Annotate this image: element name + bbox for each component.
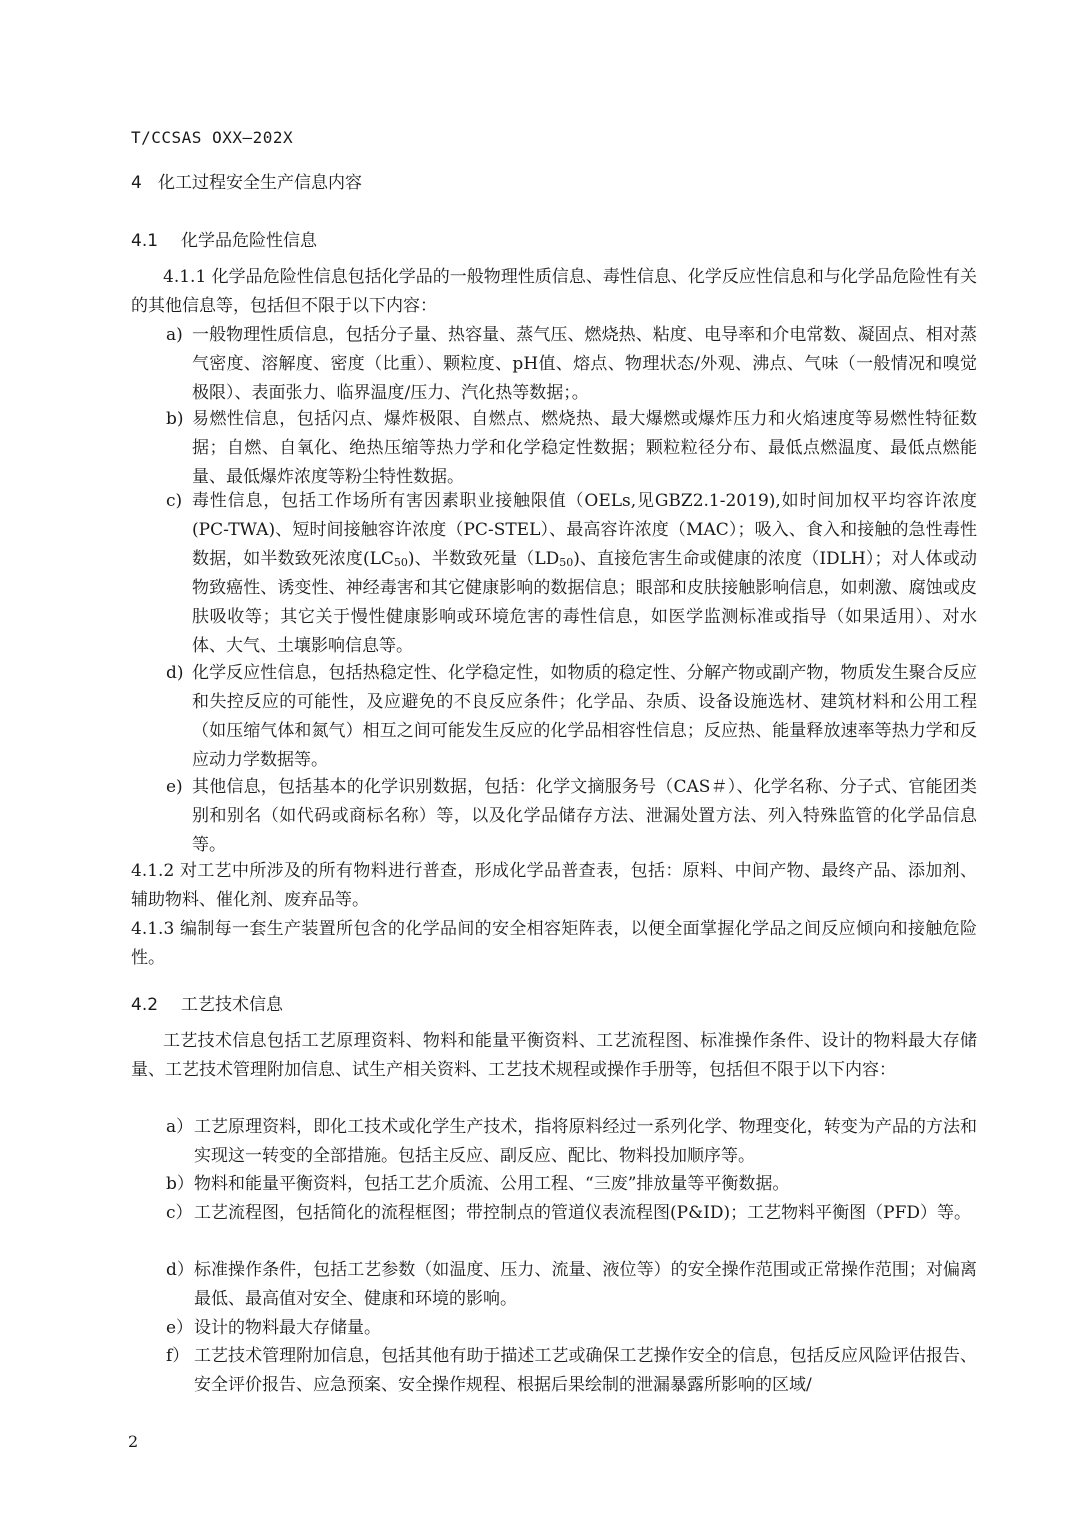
text-segment: 毒性信息，包括工作场所有害因素职业接触限值（OELs,见GBZ2.1-2019),如时间加权平均容许浓度(PC-TWA)、短时间接触容许浓度（PC-STEL）、最高容许浓度（MAC）；吸入、食入和接触的急性毒性数据，如半数致死浓度(LC [192, 491, 977, 569]
list-item-label: c) [166, 491, 183, 511]
list-item-text: 化学反应性信息，包括热稳定性、化学稳定性，如物质的稳定性、分解产物或副产物，物质发生聚合反应和失控反应的可能性，及应避免的不良反应条件；化学品、杂质、设备设施选材、建筑材料和公用工程（如压缩气体和氮气）相互之间可能发生反应的化学品相容性信息；反应热、能量释放速率等热力学和反应动力学数据等。 [192, 663, 977, 770]
list-item-c [166, 487, 977, 661]
list-item-label: b) [166, 409, 184, 429]
list-item-label: e) [166, 777, 183, 797]
list-item-label: e） [166, 1318, 194, 1338]
page-number: 2 [128, 1432, 139, 1451]
list-item-label: f） [166, 1346, 190, 1366]
paragraph-4-2: 工艺技术信息包括工艺原理资料、物料和能量平衡资料、工艺流程图、标准操作条件、设计的物料最大存储量、工艺技术管理附加信息、试生产相关资料、工艺技术规程或操作手册等，包括但不限于以下内容： [131, 1031, 977, 1080]
list-item-a [166, 1113, 977, 1171]
list-item-e [166, 773, 977, 860]
text-segment: )、直接危害生命或健康的浓度（IDLH）；对人体或动物致癌性、诱变性、神经毒害和其它健康影响的数据信息；眼部和皮肤接触影响信息，如刺激、腐蚀或皮肤吸收等；其它关于慢性健康影响或环境危害的毒性信息，如医学监测标准或指导（如果适用）、对水体、大气、土壤影响信息等。 [192, 549, 977, 656]
list-item-text: 设计的物料最大存储量。 [194, 1318, 381, 1338]
section-title: 化学品危险性信息 [181, 231, 317, 251]
list-item-text: 易燃性信息，包括闪点、爆炸极限、自燃点、燃烧热、最大爆燃或爆炸压力和火焰速度等易燃性特征数据；自燃、自氧化、绝热压缩等热力学和化学稳定性数据；颗粒粒径分布、最低点燃温度、最低点燃能量、最低爆炸浓度等粉尘特性数据。 [192, 409, 977, 487]
section-heading-4-1 [131, 226, 317, 251]
list-item-text: 工艺原理资料，即化工技术或化学生产技术，指将原料经过一系列化学、物理变化，转变为产品的方法和实现这一转变的全部措施。包括主反应、副反应、配比、物料投加顺序等。 [194, 1117, 977, 1166]
list-item-d [166, 1256, 977, 1314]
clause-4-1-2: 4.1.2 对工艺中所涉及的所有物料进行普查，形成化学品普查表，包括：原料、中间产物、最终产品、添加剂、辅助物料、催化剂、废弃品等。 [131, 861, 977, 910]
list-item-label: a) [166, 325, 183, 345]
standard-code-header: T/CCSAS OXX—202X [131, 128, 294, 147]
section-heading-4-2 [131, 990, 283, 1015]
section-number: 4.2 [131, 995, 159, 1015]
list-item-label: d） [166, 1260, 194, 1280]
text-segment: )、半数致死量（LD [407, 549, 560, 569]
section-number: 4.1 [131, 231, 159, 251]
subscript: 50 [559, 556, 574, 569]
list-item-text: 工艺技术管理附加信息，包括其他有助于描述工艺或确保工艺操作安全的信息，包括反应风险评估报告、安全评价报告、应急预案、安全操作规程、根据后果绘制的泄漏暴露所影响的区域/ [194, 1346, 977, 1395]
clause-4-1-3: 4.1.3 编制每一套生产装置所包含的化学品间的安全相容矩阵表，以便全面掌握化学品之间反应倾向和接触危险性。 [131, 919, 977, 968]
list-item-d [166, 659, 977, 775]
list-item-e [166, 1314, 977, 1343]
list-item-f [166, 1342, 977, 1400]
section-title: 工艺技术信息 [181, 995, 283, 1015]
subscript: 50 [393, 556, 408, 569]
list-item-b [166, 1170, 977, 1199]
clause-4-1-1: 4.1.1 化学品危险性信息包括化学品的一般物理性质信息、毒性信息、化学反应性信息和与化学品危险性有关的其他信息等，包括但不限于以下内容： [131, 267, 977, 316]
list-item-label: b） [166, 1174, 194, 1194]
list-item-label: d) [166, 663, 184, 683]
list-item-a [166, 321, 977, 408]
list-item-text [192, 487, 977, 661]
list-item-b [166, 405, 977, 492]
chapter-number: 4 [131, 173, 142, 193]
list-item-text: 其他信息，包括基本的化学识别数据，包括：化学文摘服务号（CAS＃）、化学名称、分子式、官能团类别和别名（如代码或商标名称）等，以及化学品储存方法、泄漏处置方法、列入特殊监管的化学品信息等。 [192, 777, 977, 855]
list-item-label: a） [166, 1117, 194, 1137]
list-item-text: 一般物理性质信息，包括分子量、热容量、蒸气压、燃烧热、粘度、电导率和介电常数、凝固点、相对蒸气密度、溶解度、密度（比重）、颗粒度、pH值、熔点、物理状态/外观、沸点、气味（一般情况和嗅觉极限）、表面张力、临界温度/压力、汽化热等数据；。 [192, 325, 977, 403]
chapter-title: 化工过程安全生产信息内容 [158, 173, 362, 193]
list-item-text: 标准操作条件，包括工艺参数（如温度、压力、流量、液位等）的安全操作范围或正常操作范围；对偏离最低、最高值对安全、健康和环境的影响。 [194, 1260, 977, 1309]
list-item-text: 工艺流程图，包括简化的流程框图；带控制点的管道仪表流程图(P&ID)；工艺物料平衡图（PFD）等。 [194, 1203, 972, 1223]
list-item-label: c） [166, 1203, 193, 1223]
chapter-heading [131, 168, 362, 193]
list-item-text: 物料和能量平衡资料，包括工艺介质流、公用工程、“三废”排放量等平衡数据。 [194, 1174, 790, 1194]
list-item-c [166, 1199, 977, 1228]
